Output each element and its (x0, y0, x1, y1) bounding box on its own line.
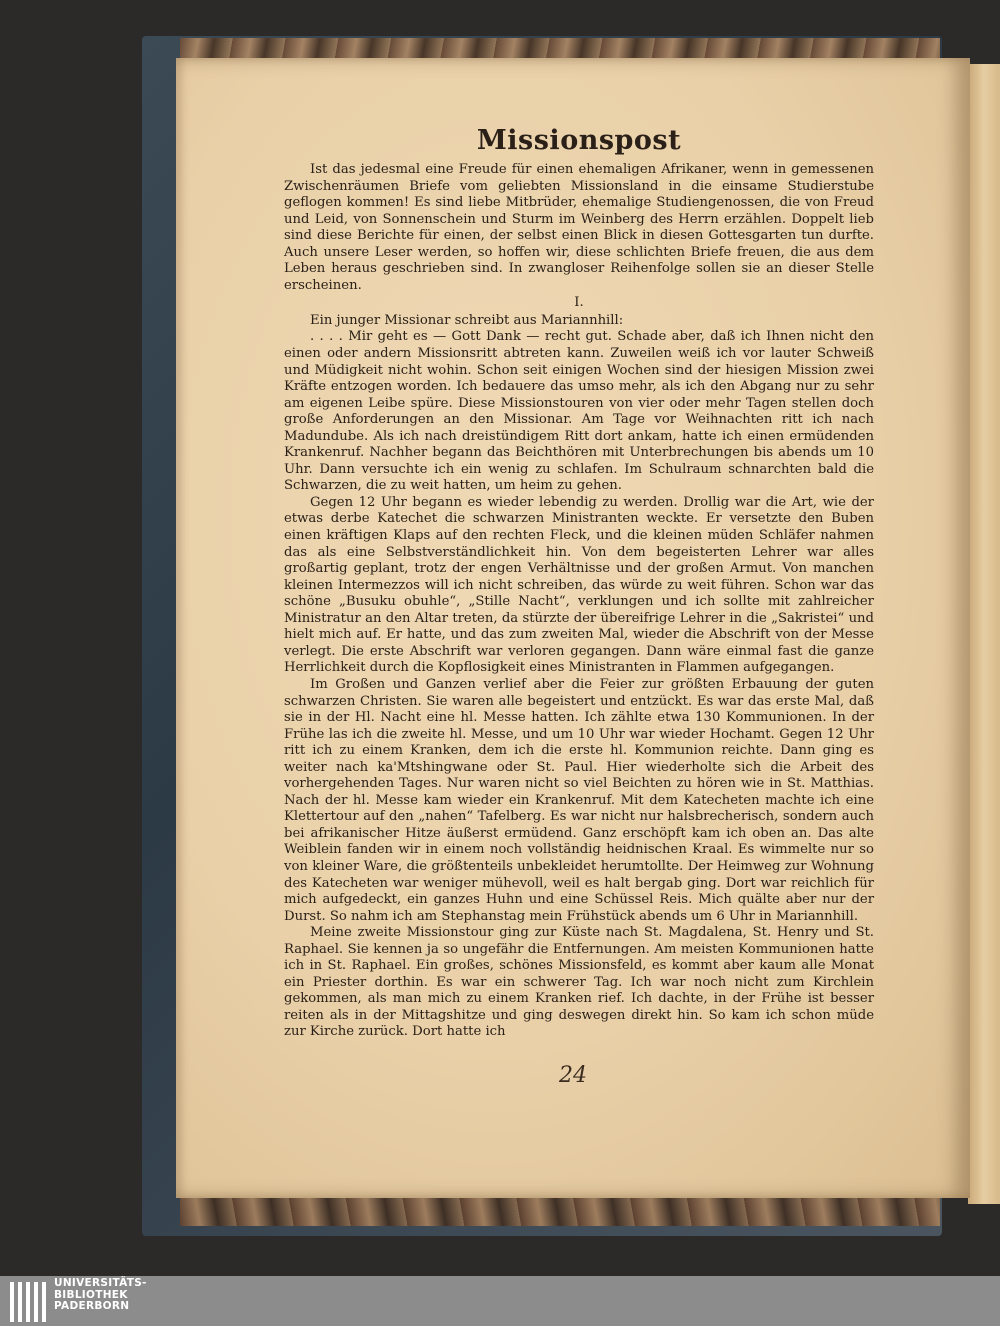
logo-line: BIBLIOTHEK (54, 1288, 128, 1301)
section-number: I. (574, 295, 584, 311)
body-paragraph: . . . . Mir geht es — Gott Dank — recht gut. Schade aber, daß ich Ihnen nicht den einen oder andern Missionsritt abtreten kann. Zuweilen weiß ich vor lauter Schweiß und Müdigkeit nicht wohin. Schon seit einigen Wochen sind der hiesigen Mission zwei Kräfte entzogen worden. Ich bedauere das umso mehr, als ich den Abgang nur zu sehr am eigenen Leibe spüre. Diese Missionstouren von vier oder mehr Tagen stellen doch große Anforderungen an den Missionar. Am Tage vor Weihnachten ritt ich nach Madundube. Als ich nach dreistündigem Ritt dort ankam, hatte ich einen ermüdenden Krankenruf. Nachher begann das Beichthören mit Unterbrechungen bis abends um 10 Uhr. Dann versuchte ich ein wenig zu schlafen. Im Schulraum schnarchten bald die Schwarzen, die zu weit hatten, um heim zu gehen. (284, 329, 874, 494)
body-paragraph: Im Großen und Ganzen verlief aber die Feier zur größten Erbauung der guten schwarzen Christen. Sie waren alle begeistert und entzückt. Es war das erste Mal, daß sie in der Hl. Nacht eine hl. Messe hatten. Ich zählte etwa 130 Kommunionen. In der Frühe las ich die zweite hl. Messe, und um 10 Uhr war wieder Hochamt. Gegen 12 Uhr ritt ich zu einem Kranken, dem ich die erste hl. Kommunion reichte. Dann ging es weiter nach ka'Mtshingwane oder St. Paul. Hier wiederholte sich die Arbeit des vorhergehenden Tages. Nur waren nicht so viel Beichten zu hören wie in St. Matthias. Nach der hl. Messe kam wieder ein Krankenruf. Mit dem Katecheten machte ich eine Klettertour auf den „nahen“ Tafelberg. Es war nicht nur halsbrecherisch, sondern auch bei afrikanischer Hitze äußerst ermüdend. Ganz erschöpft kam ich oben an. Das alte Weiblein fanden wir in einem noch vollständig heidnischen Kraal. Es wimmelte nur so von kleiner Ware, die größtenteils unbekleidet herumtollte. Der Heimweg zur Wohnung des Katecheten war weniger mühevoll, weil es halt bergab ging. Dort war reichlich für mich aufgedeckt, ein ganzes Huhn und eine Schüssel Reis. Mich quälte aber nur der Durst. So nahm ich am Stephanstag mein Frühstück abends um 6 Uhr in Mariannhill. (284, 676, 874, 924)
logo-line: PADERBORN (54, 1300, 130, 1312)
letter-heading: Ein junger Missionar schreibt aus Mariannhill: (310, 312, 624, 328)
page-text (284, 124, 874, 1041)
logo-line: UNIVERSITÄTS- (54, 1277, 147, 1289)
book-page (176, 58, 970, 1198)
page-title: Missionspost (476, 125, 682, 156)
body-paragraph: Meine zweite Missionstour ging zur Küste nach St. Magdalena, St. Henry und St. Raphael. Sie kennen ja so ungefähr die Entfernungen. Am meisten Kommunionen hatte ich in St. Raphael. Ein großes, schönes Missionsfeld, es kommt aber kaum alle Monat ein Priester dorthin. Es war ein schwerer Tag. Ich war noch nicht zum Kirchlein gekommen, als man mich zu einem Kranken rief. Ich dachte, in der Frühe ist besser reiten als in der Mittagshitze und ging deswegen direkt hin. So kam ich schon müde zur Kirche zurück. Dort hatte ich (284, 925, 874, 1040)
library-footer (0, 1276, 1000, 1326)
facing-page-edge (968, 64, 1000, 1204)
library-logo-icon (10, 1282, 48, 1322)
page-number: 24 (559, 1063, 587, 1088)
body-paragraph: Gegen 12 Uhr begann es wieder lebendig zu werden. Drollig war die Art, wie der etwas derbe Katechet die schwarzen Ministranten weckte. Er versetzte den Buben einen kräftigen Klaps auf den rechten Fleck, und die kleinen müden Schläfer nahmen das als eine Selbstverständlichkeit hin. Von dem begeisterten Lehrer war alles großartig geplant, trotz der engen Verhältnisse und der großen Armut. Von manchen kleinen Intermezzos will ich nicht schreiben, das würde zu weit führen. Schon war das schöne „Busuku obuhle“, „Stille Nacht“, verklungen und ich sollte mit zahlreicher Ministratur an den Altar treten, da stürzte der übereifrige Lehrer in die „Sakristei“ und hielt mich auf. Er hatte, und das zum zweiten Mal, wieder die Abschrift von der Messe verlegt. Die erste Abschrift war verloren gegangen. Dann wäre einmal fast die ganze Herrlichkeit durch die Kopflosigkeit eines Ministranten in Flammen aufgegangen. (284, 494, 874, 676)
marbled-edge-bottom (180, 1196, 940, 1226)
intro-paragraph: Ist das jedesmal eine Freude für einen ehemaligen Afrikaner, wenn in gemessenen Zwischenräumen Briefe vom geliebten Missionsland in die einsame Studierstube geflogen kommen! Es sind liebe Mitbrüder, ehemalige Studiengenossen, die von Freud und Leid, von Sonnenschein und Sturm im Weinberg des Herrn erzählen. Doppelt lieb sind diese Berichte für einen, der selbst einen Blick in diesen Gottesgarten tun durfte. Auch unsere Leser werden, so hoffen wir, diese schlichten Briefe freuen, die aus dem Leben heraus geschrieben sind. In zwangloser Reihenfolge sollen sie an dieser Stelle erscheinen. (284, 162, 874, 293)
library-logo-text (54, 1278, 147, 1313)
